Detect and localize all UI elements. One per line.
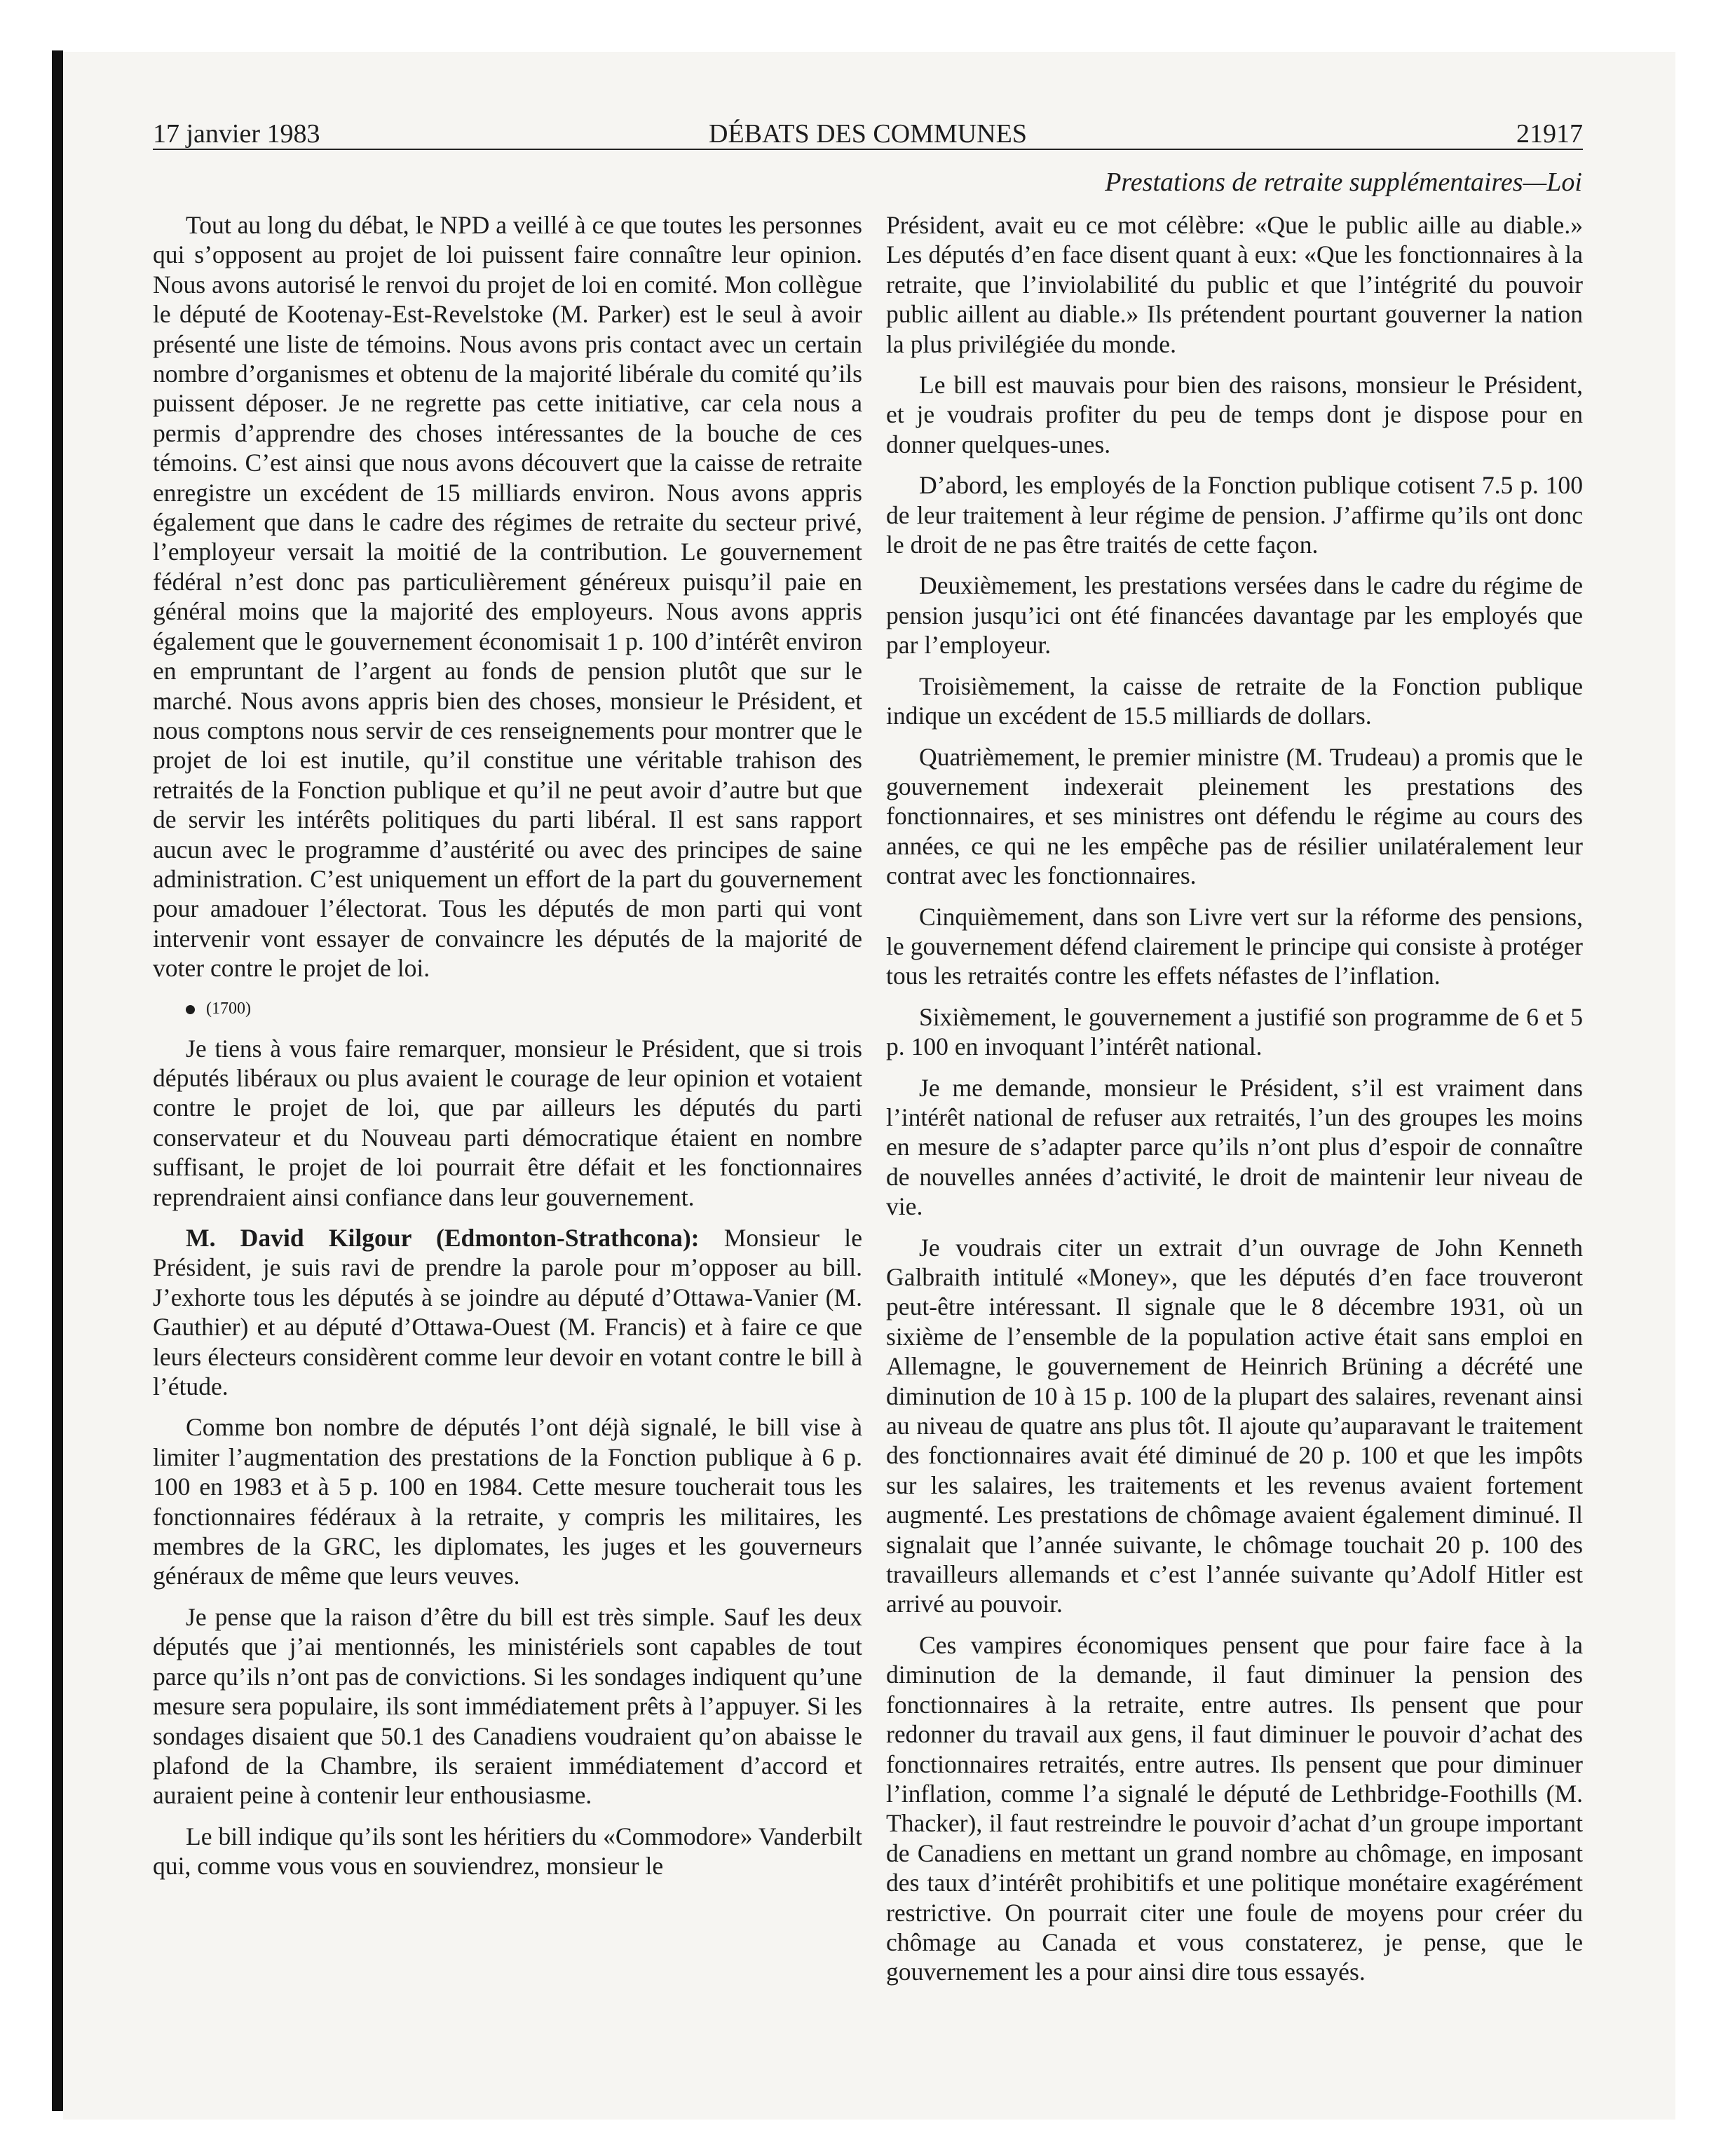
paragraph: Cinquièmement, dans son Livre vert sur la réforme des pensions, le gouvernement défend clairement le principe qui consiste à protéger tous les retraités contre les effets néfastes de l’inflation.	[886, 902, 1583, 990]
paragraph: Ces vampires économiques pensent que pour faire face à la diminution de la demande, il faut diminuer la pension des fonctionnaires à la retraite, entre autres. Ils pensent que pour redonner du travail aux gens, il faut diminuer le pouvoir d’achat des fonctionnaires retraités, entre autres. Ils pensent que pour diminuer l’inflation, comme l’a signalé le député de Lethbridge-Foothills (M. Thacker), il faut restreindre le pouvoir d’achat d’un groupe important de Canadiens en mettant un grand nombre au chômage, en imposant des taux d’intérêt prohibitifs et une politique monétaire exagérément restrictive. On pourrait citer une foule de moyens pour créer du chômage au Canada et vous constaterez, je pense, que le gouvernement les a pour ainsi dire tous essayés.	[886, 1630, 1583, 1986]
paragraph: Le bill est mauvais pour bien des raisons, monsieur le Président, et je voudrais profiter du peu de temps dont je dispose pour en donner quelques-unes.	[886, 371, 1583, 458]
header-publication: DÉBATS DES COMMUNES	[709, 119, 1027, 149]
speaker-text: Monsieur le Président, je suis ravi de prendre la parole pour m’opposer au bill. J’exhorte tous les députés à se joindre au député d’Ottawa-Vanier (M. Gauthier) et au député d’Ottawa-Ouest (M. Francis) et à faire ce que leurs électeurs considèrent comme leur devoir en votant contre le bill à l’étude.	[153, 1224, 862, 1401]
paragraph: D’abord, les employés de la Fonction publique cotisent 7.5 p. 100 de leur traitement à leur régime de pension. J’affirme qu’ils ont donc le droit de ne pas être traités de cette façon.	[886, 471, 1583, 559]
header-rule	[153, 149, 1583, 150]
scan-edge	[52, 50, 63, 2111]
timestamp: (1700)	[206, 999, 251, 1018]
paragraph: Tout au long du débat, le NPD a veillé à ce que toutes les personnes qui s’opposent au projet de loi puissent faire connaître leur opinion. Nous avons autorisé le renvoi du projet de loi en comité. Mon collègue le député de Kootenay-Est-Revelstoke (M. Parker) est le seul à avoir présenté une liste de témoins. Nous avons pris contact avec un certain nombre d’organismes et obtenu de la majorité libérale du comité qu’ils puissent déposer. Je ne regrette pas cette initiative, car cela nous a permis d’apprendre des choses intéressantes de la bouche de ces témoins. C’est ainsi que nous avons découvert que la caisse de retraite enregistre un excédent de 15 milliards environ. Nous avons appris également que dans le cadre des régimes de retraite du secteur privé, l’employeur versait la moitié de la contribution. Le gouvernement fédéral n’est donc pas particulièrement généreux puisqu’il paie en général moins que la majorité des employeurs. Nous avons appris également que le gouvernement économisait 1 p. 100 d’intérêt environ en empruntant de l’argent au fonds de pension plutôt que sur le marché. Nous avons appris bien des choses, monsieur le Président, et nous comptons nous servir de ces renseignements pour montrer que le projet de loi est inutile, qu’il constitue une véritable trahison des retraités de la Fonction publique et qu’il ne peut avoir d’autre but que de servir les intérêts politiques du parti libéral. Il est sans rapport aucun avec le programme d’austérité ou avec des principes de saine administration. C’est uniquement un effort de la part du gouvernement pour amadouer l’électorat. Tous les députés de mon parti qui vont intervenir vont essayer de convaincre les députés de la majorité de voter contre le projet de loi.	[153, 211, 862, 983]
paragraph: Je tiens à vous faire remarquer, monsieur le Président, que si trois députés libéraux ou plus avaient le courage de leur opinion et votaient contre le projet de loi, que par ailleurs les députés du parti conservateur et du Nouveau parti démocratique étaient en nombre suffisant, le projet de loi pourrait être défait et les fonctionnaires reprendraient ainsi confiance dans leur gouvernement.	[153, 1034, 862, 1211]
header-page-number: 21917	[1516, 119, 1583, 149]
paragraph: Je voudrais citer un extrait d’un ouvrage de John Kenneth Galbraith intitulé «Money», que les députés d’en face trouveront peut-être intéressant. Il signale que le 8 décembre 1931, où un sixième de l’ensemble de la population active était sans emploi en Allemagne, le gouvernement de Heinrich Brüning a décrété une diminution de 10 à 15 p. 100 de la plupart des salaires, revenant ainsi au niveau de quatre ans plus tôt. Il ajoute qu’auparavant le traitement des fonctionnaires avait été diminué de 20 p. 100 et que les impôts sur les salaires, les traitements et les revenus avaient fortement augmenté. Les prestations de chômage avaient également diminué. Il signalait que l’année suivante, le chômage touchait 20 p. 100 des travailleurs allemands et c’est l’année suivante qu’Adolf Hitler est arrivé au pouvoir.	[886, 1233, 1583, 1618]
paragraph: Le bill indique qu’ils sont les héritiers du «Commodore» Vanderbilt qui, comme vous vous en souviendrez, monsieur le	[153, 1822, 862, 1881]
timestamp-marker	[153, 995, 862, 1023]
bullet-icon	[186, 1005, 195, 1014]
paragraph: Quatrièmement, le premier ministre (M. Trudeau) a promis que le gouvernement indexerait pleinement les prestations des fonctionnaires, et ses ministres ont défendu le régime au cours des années, ce qui ne les empêche pas de résilier unilatéralement leur contrat avec les fonctionnaires.	[886, 742, 1583, 890]
header-date: 17 janvier 1983	[153, 119, 320, 149]
paragraph: Comme bon nombre de députés l’ont déjà signalé, le bill vise à limiter l’augmentation des prestations de la Fonction publique à 6 p. 100 en 1983 et à 5 p. 100 en 1984. Cette mesure toucherait tous les fonctionnaires fédéraux à la retraite, y compris les militaires, les membres de la GRC, les diplomates, les juges et les gouverneurs généraux de même que leurs veuves.	[153, 1413, 862, 1590]
right-column	[886, 210, 1583, 1998]
paragraph: Troisièmement, la caisse de retraite de la Fonction publique indique un excédent de 15.5 milliards de dollars.	[886, 671, 1583, 730]
paragraph: Deuxièmement, les prestations versées dans le cadre du régime de pension jusqu’ici ont été financées davantage par les employés que par l’employeur.	[886, 571, 1583, 660]
paragraph: Sixièmement, le gouvernement a justifié son programme de 6 et 5 p. 100 en invoquant l’intérêt national.	[886, 1002, 1583, 1061]
speaker-name: M. David Kilgour (Edmonton-Strathcona):	[186, 1224, 700, 1252]
left-column	[153, 210, 862, 1892]
running-head: Prestations de retraite supplémentaires—Loi	[1105, 168, 1582, 197]
paragraph: Je pense que la raison d’être du bill est très simple. Sauf les deux députés que j’ai mentionnés, les ministériels sont capables de tout parce qu’ils n’ont pas de convictions. Si les sondages indiquent qu’une mesure sera populaire, ils sont immédiatement prêts à l’appuyer. Si les sondages disaient que 50.1 des Canadiens voudraient qu’on abaisse le plafond de la Chambre, ils seraient immédiatement d’accord et auraient peine à contenir leur enthousiasme.	[153, 1602, 862, 1810]
page-header	[153, 116, 1583, 151]
paragraph: Je me demande, monsieur le Président, s’il est vraiment dans l’intérêt national de refuser aux retraités, l’un des groupes les moins en mesure de s’adapter parce qu’ils n’ont plus d’espoir de connaître de nouvelles années d’activité, le droit de maintenir leur niveau de vie.	[886, 1073, 1583, 1221]
paragraph-continued: Président, avait eu ce mot célèbre: «Que le public aille au diable.» Les députés d’en face disent quant à eux: «Que les fonctionnaires à la retraite, que l’inviolabilité du public et que l’intégrité du pouvoir public aillent au diable.» Ils prétendent pourtant gouverner la nation la plus privilégiée du monde.	[886, 211, 1583, 358]
speaker-paragraph	[153, 1223, 862, 1401]
